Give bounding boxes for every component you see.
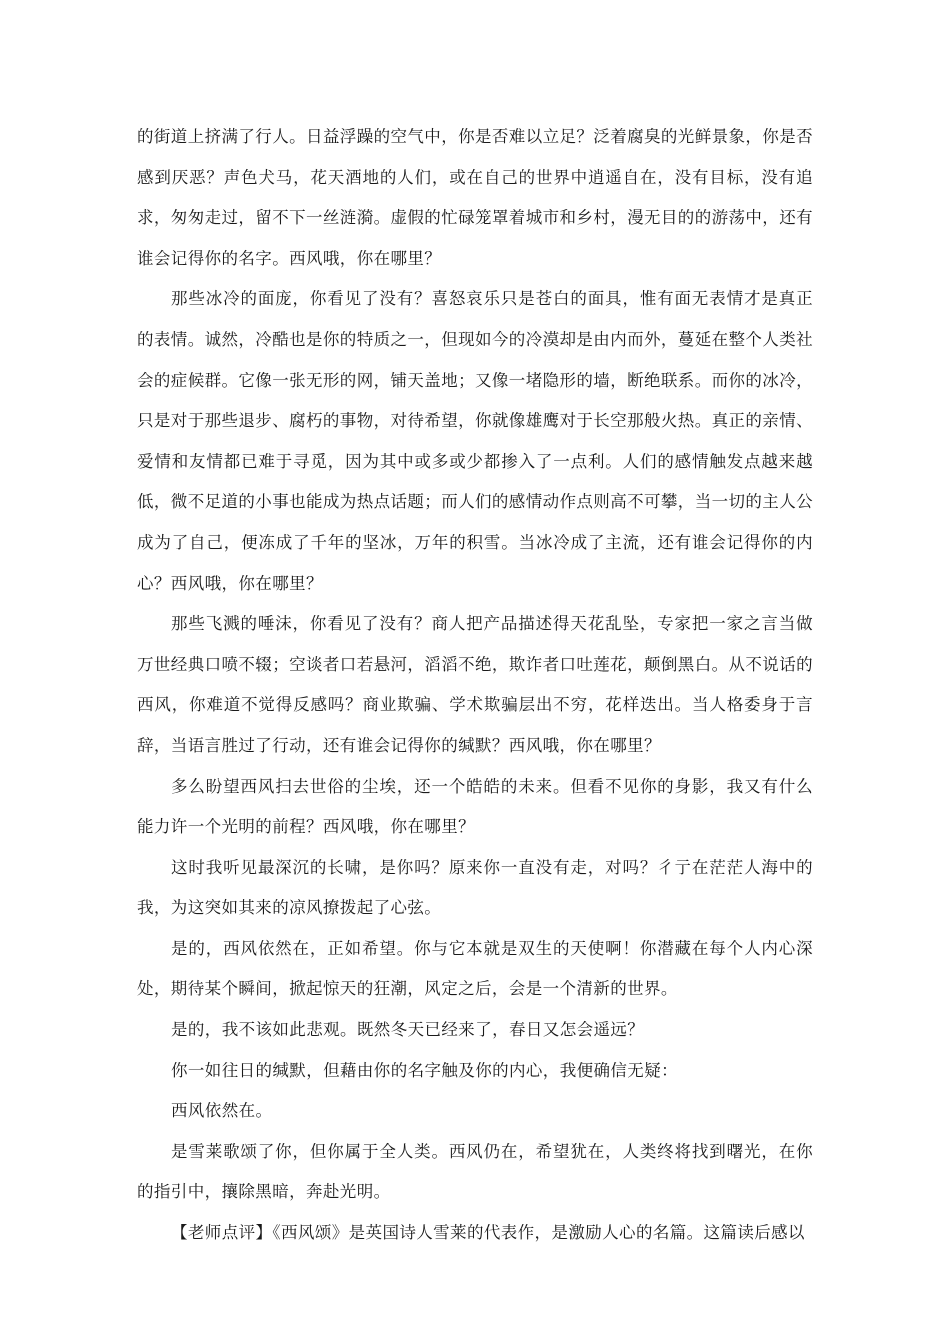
paragraph-1: 的街道上挤满了行人。日益浮躁的空气中，你是否难以立足？泛着腐臭的光鲜景象，你是否感到厌恶？声色犬马，花天酒地的人们，或在自己的世界中逍遥自在，没有目标，没有追求，匆匆走过，留不下一丝涟漪。虚假的忙碌笼罩着城市和乡村，漫无目的的游荡中，还有谁会记得你的名字。西风哦，你在哪里？ [137, 127, 813, 268]
essay-body [137, 117, 813, 1254]
paragraph-10: 是雪莱歌颂了你，但你属于全人类。西风仍在，希望犹在，人类终将找到曙光，在你的指引中，攘除黑暗，奔赴光明。 [137, 1141, 813, 1202]
paragraph-8: 你一如往日的缄默，但藉由你的名字触及你的内心，我便确信无疑： [171, 1060, 678, 1080]
teacher-comment: 【老师点评】《西风颂》是英国诗人雪莱的代表作，是激励人心的名篇。这篇读后感以 [171, 1223, 805, 1243]
paragraph-5: 这时我听见最深沉的长啸，是你吗？原来你一直没有走，对吗？彳亍在茫茫人海中的我，为这突如其来的凉风撩拨起了心弦。 [137, 857, 813, 918]
paragraph-2: 那些冰冷的面庞，你看见了没有？喜怒哀乐只是苍白的面具，惟有面无表情才是真正的表情。诚然，冷酷也是你的特质之一，但现如今的冷漠却是由内而外，蔓延在整个人类社会的症候群。它像一张无形的网，铺天盖地；又像一堵隐形的墙，断绝联系。而你的冰冷，只是对于那些退步、腐朽的事物，对待希望，你就像雄鹰对于长空那般火热。真正的亲情、爱情和友情都已难于寻觅，因为其中或多或少都掺入了一点利。人们的感情触发点越来越低，微不足道的小事也能成为热点话题；而人们的感情动作点则高不可攀，当一切的主人公成为了自己，便冻成了千年的坚冰，万年的积雪。当冰冷成了主流，还有谁会记得你的内心？西风哦，你在哪里？ [137, 289, 813, 593]
paragraph-9: 西风依然在。 [171, 1101, 273, 1121]
paragraph-3: 那些飞溅的唾沫，你看见了没有？商人把产品描述得天花乱坠，专家把一家之言当做万世经典口喷不辍；空谈者口若悬河，滔滔不绝，欺诈者口吐莲花，颠倒黑白。从不说话的西风，你难道不觉得反感吗？商业欺骗、学术欺骗层出不穷，花样迭出。当人格委身于言辞，当语言胜过了行动，还有谁会记得你的缄默？西风哦，你在哪里？ [137, 614, 813, 755]
paragraph-6: 是的，西风依然在，正如希望。你与它本就是双生的天使啊！你潜藏在每个人内心深处，期待某个瞬间，掀起惊天的狂潮，风定之后，会是一个清新的世界。 [137, 938, 813, 999]
paragraph-7: 是的，我不该如此悲观。既然冬天已经来了，春日又怎会遥远？ [171, 1020, 645, 1040]
paragraph-4: 多么盼望西风扫去世俗的尘埃，还一个皓皓的未来。但看不见你的身影，我又有什么能力许一个光明的前程？西风哦，你在哪里？ [137, 776, 813, 837]
